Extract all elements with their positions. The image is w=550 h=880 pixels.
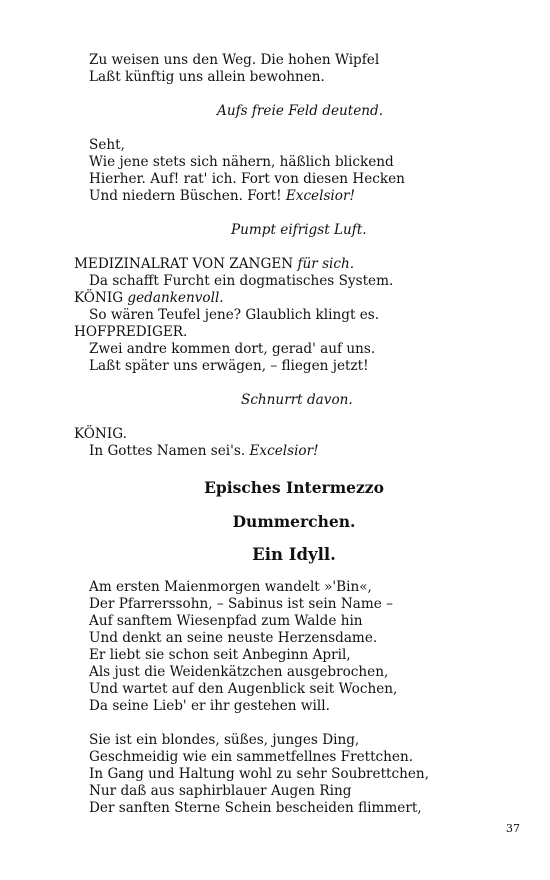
text-segment: Und niedern Büschen. Fort! (89, 188, 286, 204)
text-line (89, 613, 363, 630)
text-segment: In Gottes Namen sei's. (89, 443, 250, 459)
italic-text-segment: für sich. (297, 256, 355, 272)
text-segment: Wie jene stets sich nähern, häßlich blickend (89, 154, 394, 170)
text-line (231, 222, 367, 239)
text-segment: Und wartet auf den Augenblick seit Wochen, (89, 681, 398, 697)
text-line (89, 647, 351, 664)
text-segment: Da seine Lieb' er ihr gestehen will. (89, 698, 330, 714)
text-line (89, 732, 359, 749)
text-line (89, 800, 422, 817)
text-segment: Er liebt sie schon seit Anbeginn April, (89, 647, 351, 663)
italic-text-segment: Excelsior! (249, 443, 319, 459)
text-line (241, 392, 353, 409)
text-segment: KÖNIG (74, 290, 128, 306)
italic-text-segment: Pumpt eifrigst Luft. (231, 222, 367, 238)
text-segment: Laßt später uns erwägen, – fliegen jetzt! (89, 358, 369, 374)
text-segment: Geschmeidig wie ein sammetfellnes Frettchen. (89, 749, 414, 765)
text-line (89, 273, 393, 290)
text-line (89, 52, 379, 69)
text-segment: Am ersten Maienmorgen wandelt »'Bin«, (89, 579, 372, 595)
text-segment: Zwei andre kommen dort, gerad' auf uns. (89, 341, 376, 357)
italic-text-segment: Excelsior! (285, 188, 355, 204)
text-segment: Der Pfarrerssohn, – Sabinus ist sein Name – (89, 596, 393, 612)
text-segment: Nur daß aus saphirblauer Augen Ring (89, 783, 352, 799)
text-line (89, 443, 319, 460)
text-segment: Auf sanftem Wiesenpfad zum Walde hin (89, 613, 363, 629)
text-line (89, 307, 379, 324)
text-line (89, 171, 405, 188)
text-line (89, 766, 429, 783)
text-segment: Als just die Weidenkätzchen ausgebrochen, (89, 664, 389, 680)
text-line (74, 256, 354, 273)
text-line (89, 579, 372, 596)
text-line (89, 681, 397, 698)
text-segment: So wären Teufel jene? Glaublich klingt es. (89, 307, 380, 323)
section-heading-epic: Episches Intermezzo (204, 478, 384, 497)
text-segment: In Gang und Haltung wohl zu sehr Soubrettchen, (89, 766, 430, 782)
italic-text-segment: gedankenvoll. (127, 290, 224, 306)
text-line (74, 426, 127, 443)
text-segment: Zu weisen uns den Weg. Die hohen Wipfel (89, 52, 380, 68)
text-line (217, 103, 383, 120)
text-line (89, 137, 125, 154)
text-line (89, 749, 413, 766)
text-line (89, 596, 393, 613)
text-line (89, 341, 375, 358)
text-segment: Laßt künftig uns allein bewohnen. (89, 69, 325, 85)
text-line (89, 698, 330, 715)
text-line (89, 664, 388, 681)
text-segment: MEDIZINALRAT VON ZANGEN (74, 256, 298, 272)
text-segment: Sie ist ein blondes, süßes, junges Ding, (89, 732, 360, 748)
text-line (89, 630, 377, 647)
text-line (74, 324, 187, 341)
text-line (89, 69, 325, 86)
italic-text-segment: Schnurrt davon. (241, 392, 353, 408)
italic-text-segment: Aufs freie Feld deutend. (217, 103, 384, 119)
page-number: 37 (506, 822, 520, 835)
poem-subtitle: Ein Idyll. (252, 545, 336, 564)
text-segment: KÖNIG. (74, 426, 127, 442)
text-segment: Der sanften Sterne Schein bescheiden flimmert, (89, 800, 422, 816)
text-line (89, 154, 394, 171)
text-segment: Seht, (89, 137, 125, 153)
text-segment: Da schafft Furcht ein dogmatisches System. (89, 273, 394, 289)
text-line (89, 358, 369, 375)
text-segment: Und denkt an seine neuste Herzensdame. (89, 630, 378, 646)
text-line (89, 783, 351, 800)
text-line (89, 188, 355, 205)
text-line (74, 290, 224, 307)
poem-title: Dummerchen. (232, 512, 356, 531)
text-segment: HOFPREDIGER. (74, 324, 188, 340)
text-segment: Hierher. Auf! rat' ich. Fort von diesen Hecken (89, 171, 405, 187)
